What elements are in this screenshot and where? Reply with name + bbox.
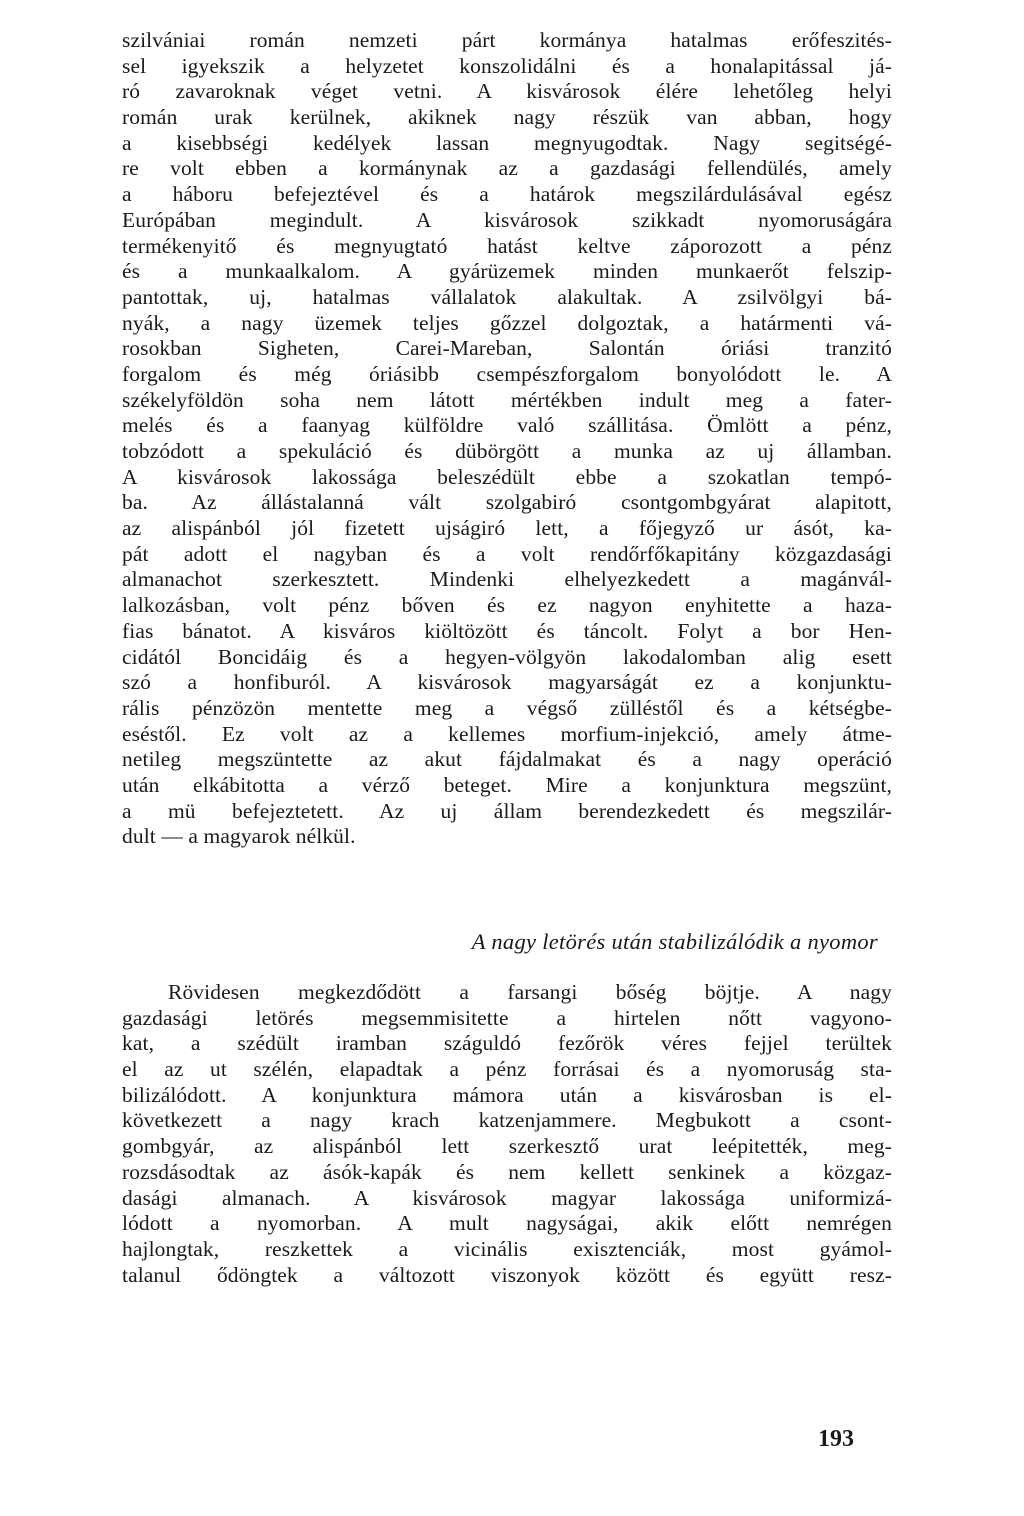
text-line: dasági almanach. A kisvárosok magyar lakossága uniformizá- [122,1185,892,1210]
text-line: tobzódott a spekuláció és dübörgött a munka az uj államban. [122,439,892,463]
text-line: székelyföldön soha nem látott mértékben indult meg a fater- [122,387,892,412]
text-line: után elkábitotta a vérző beteget. Mire a konjunktura megszünt, [122,772,892,797]
text-line: a háboru befejeztével és a határok megszilárdulásával egész [122,182,892,207]
text-line: fias bánatot. A kisváros kiöltözött és táncolt. Folyt a bor Hen- [122,618,892,643]
text-line: nyák, a nagy üzemek teljes gőzzel dolgoztak, a határmenti vá- [122,310,892,335]
text-line: termékenyitő és megnyugtató hatást keltve záporozott a pénz [122,233,892,258]
text-line: a mü befejeztetett. Az uj állam berendezkedett és megszilár- [122,798,892,823]
text-line: dult — a magyarok nélkül. [122,824,356,849]
text-line: következett a nagy krach katzenjammere. Megbukott a csont- [122,1108,892,1133]
text-line: hajlongtak, reszkettek a vicinális exisztenciák, most gyámol- [122,1236,892,1261]
text-line: eséstől. Ez volt az a kellemes morfium-injekció, amely átme- [122,721,892,746]
text-line: rozsdásodtak az ásók-kapák és nem kellett senkinek a közgaz- [122,1159,892,1184]
text-line: rális pénzözön mentette meg a végső zülléstől és a kétségbe- [122,695,892,720]
page-number: 193 [818,1426,854,1452]
text-line: román urak kerülnek, akiknek nagy részük van abban, hogy [122,105,892,130]
text-line: lalkozásban, volt pénz bőven és ez nagyon enyhitette a haza- [122,593,892,618]
text-line: ró zavaroknak véget vetni. A kisvárosok élére lehetőleg helyi [122,79,892,104]
paragraph-2 [122,980,892,1288]
text-line: a kisebbségi kedélyek lassan megnyugodtak. Nagy segitségé- [122,130,892,155]
text-line: az alispánból jól fizetett ujságiró lett, a főjegyző ur ásót, ka- [122,516,892,541]
text-line: netileg megszüntette az akut fájdalmakat és a nagy operáció [122,747,892,772]
paragraph-1 [122,28,892,850]
text-line: bilizálódott. A konjunktura mámora után a kisvárosban is el- [122,1082,892,1107]
text-line: A kisvárosok lakossága beleszédült ebbe a szokatlan tempó- [122,464,892,489]
text-line: rosokban Sigheten, Carei-Mareban, Salontán óriási tranzitó [122,336,892,361]
text-line: szilvániai román nemzeti párt kormánya hatalmas erőfeszités- [122,28,892,52]
text-line: el az ut szélén, elapadtak a pénz forrásai és a nyomoruság sta- [122,1057,892,1082]
text-line: ba. Az állástalanná vált szolgabiró csontgombgyárat alapitott, [122,490,892,515]
text-line: forgalom és még óriásibb csempészforgalom bonyolódott le. A [122,361,892,386]
text-line: melés és a faanyag külföldre való szállitása. Ömlött a pénz, [122,413,892,438]
text-line: almanachot szerkesztett. Mindenki elhelyezkedett a magánvál- [122,567,892,592]
text-line: és a munkaalkalom. A gyárüzemek minden munkaerőt felszip- [122,259,892,284]
text-line: gombgyár, az alispánból lett szerkesztő urat leépitették, meg- [122,1134,892,1159]
text-line: pantottak, uj, hatalmas vállalatok alakultak. A zsilvölgyi bá- [122,284,892,309]
text-line: sel igyekszik a helyzetet konszolidálni és a honalapitással já- [122,53,892,78]
text-line: cidától Boncidáig és a hegyen-völgyön lakodalomban alig esett [122,644,892,669]
text-line: talanul ődöngtek a változott viszonyok között és együtt resz- [122,1262,892,1287]
text-line: szó a honfiburól. A kisvárosok magyarságát ez a konjunktu- [122,670,892,695]
text-line: pát adott el nagyban és a volt rendőrfőkapitány közgazdasági [122,541,892,566]
text-line: lódott a nyomorban. A mult nagyságai, akik előtt nemrégen [122,1211,892,1236]
text-line: kat, a szédült iramban száguldó fezőrök véres fejjel terültek [122,1031,892,1056]
text-line: Rövidesen megkezdődött a farsangi bőség böjtje. A nagy [168,980,892,1004]
section-subheading: A nagy letörés után stabilizálódik a nyomor [471,929,878,954]
text-line: gazdasági letörés megsemmisitette a hirtelen nőtt vagyono- [122,1005,892,1030]
text-line: Európában megindult. A kisvárosok szikkadt nyomoruságára [122,207,892,232]
text-line: re volt ebben a kormánynak az a gazdasági fellendülés, amely [122,156,892,181]
